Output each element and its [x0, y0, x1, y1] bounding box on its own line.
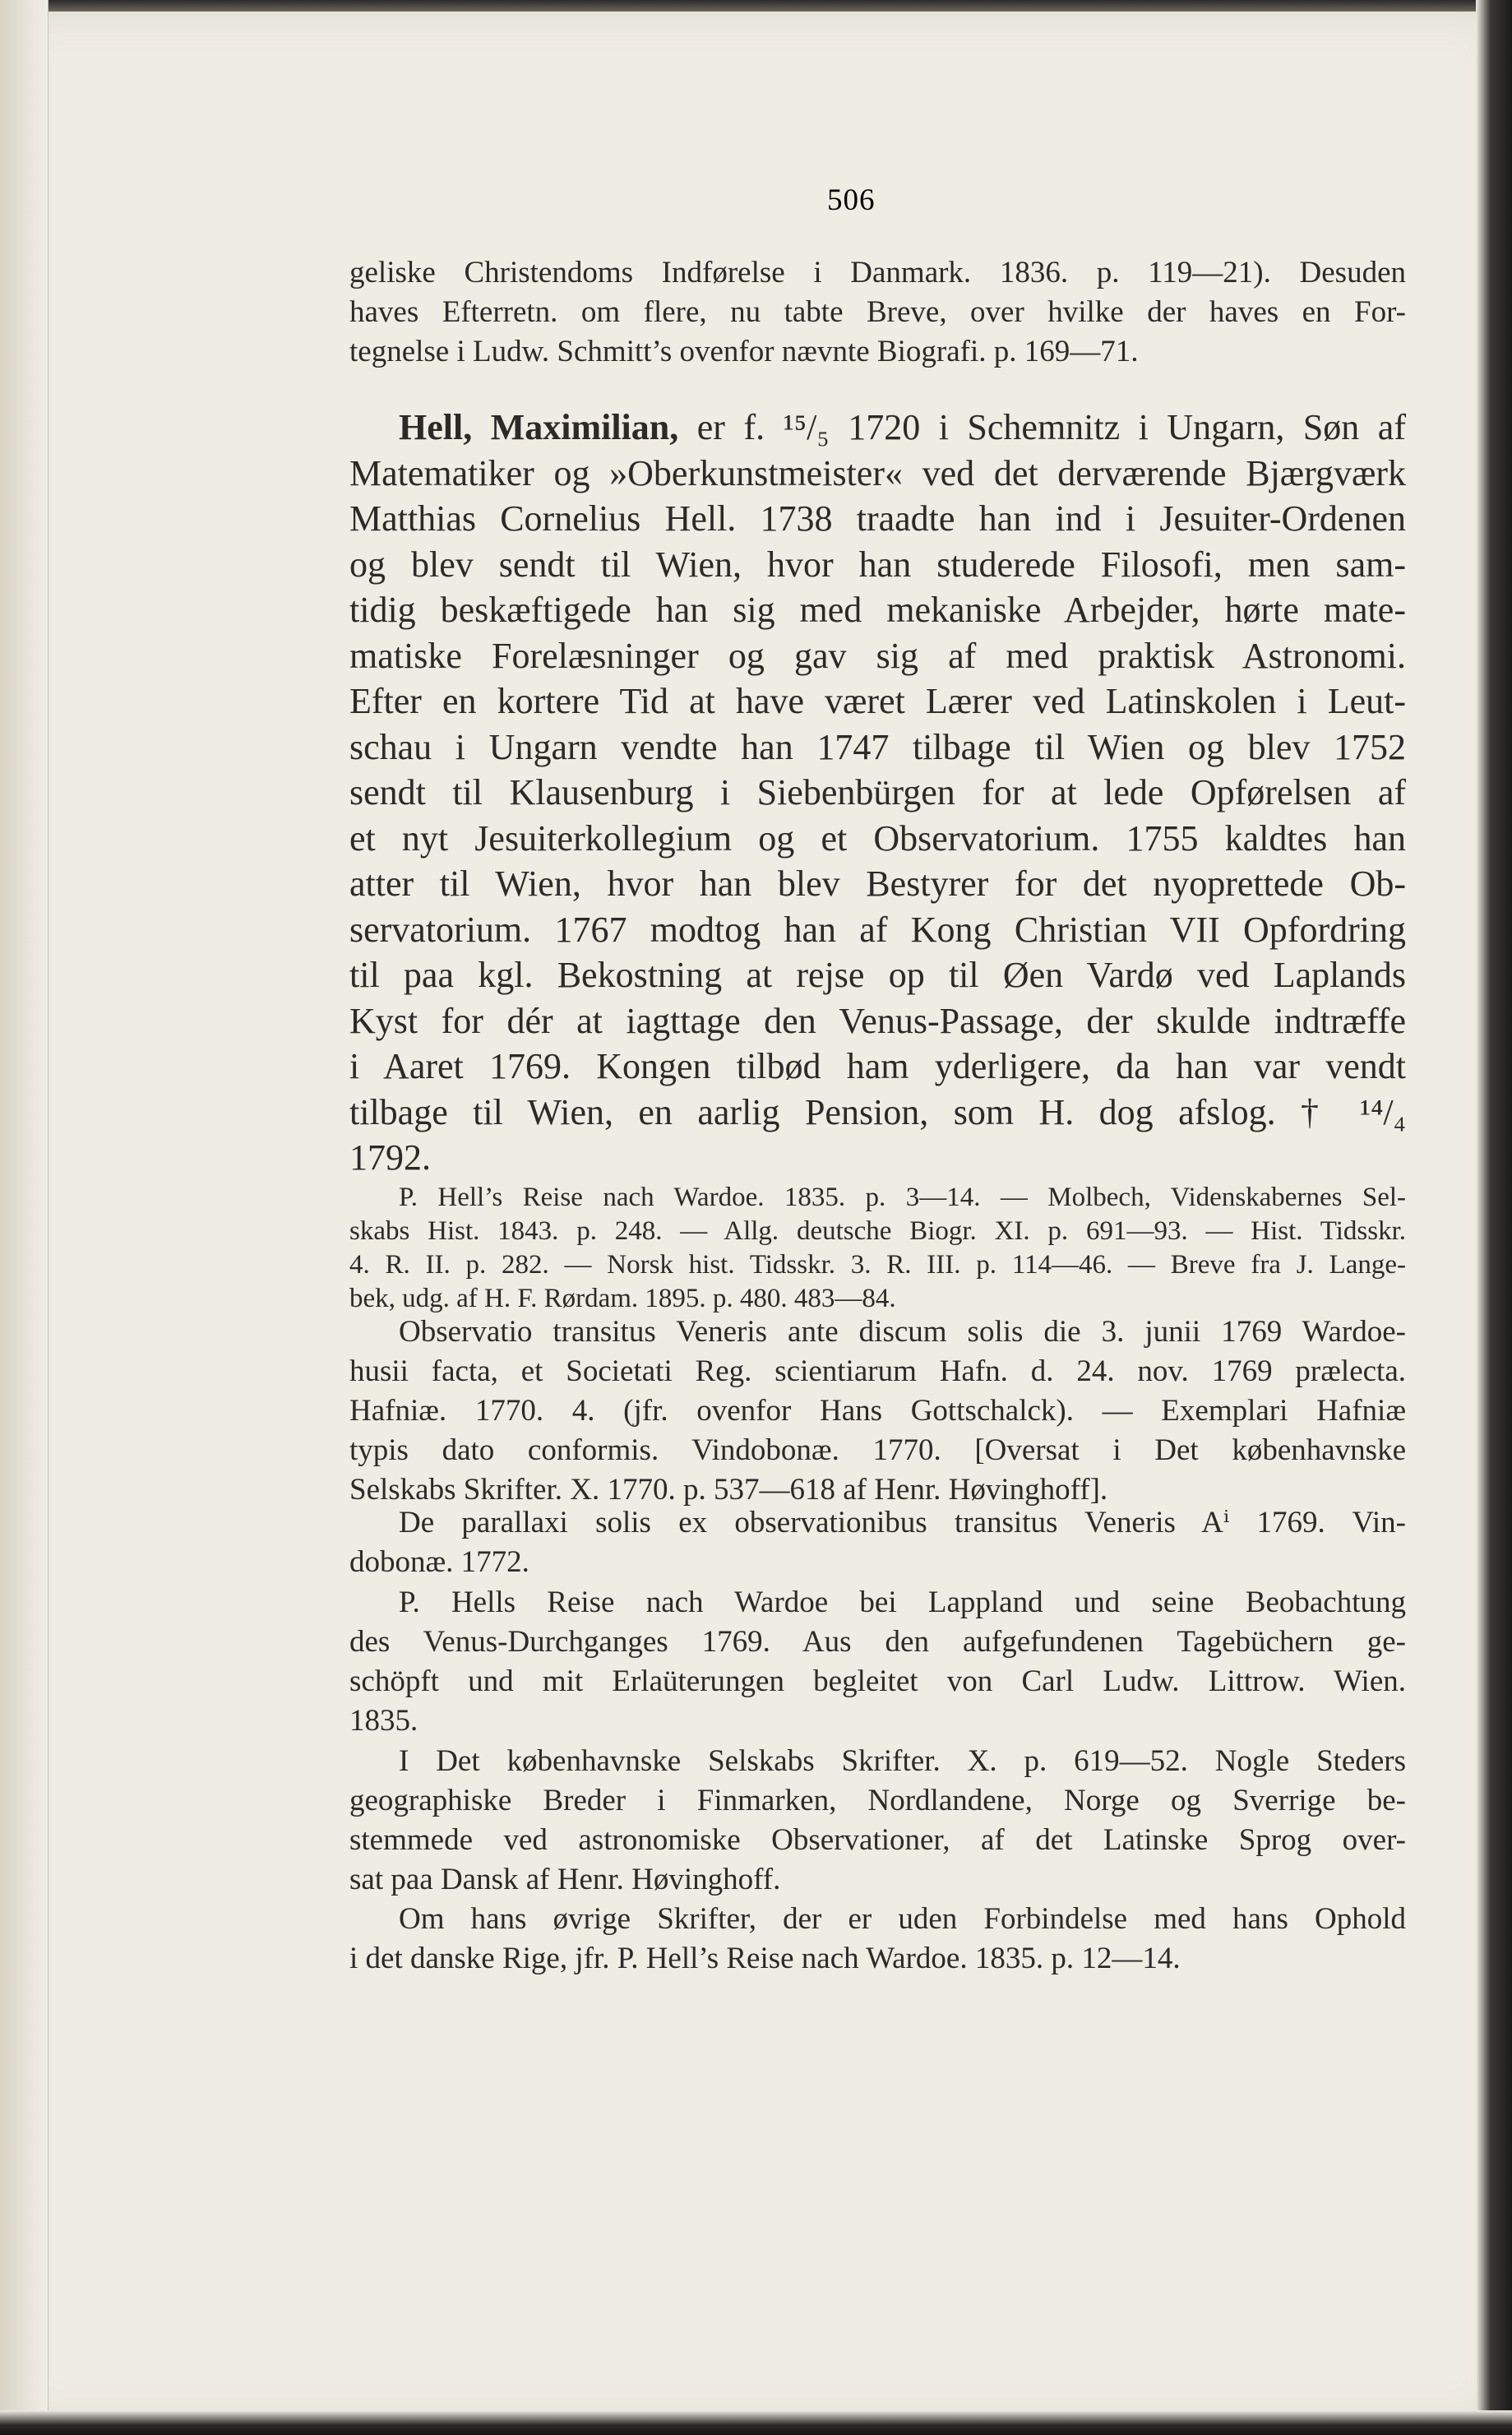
- entry-line: til paa kgl. Bekostning at rejse op til Øen Vardø ved Laplands: [349, 955, 1406, 995]
- work-line: Observatio transitus Veneris ante discum solis die 3. junii 1769 Wardoe-: [399, 1315, 1406, 1349]
- sources-line: skabs Hist. 1843. p. 248. — Allg. deutsche Biogr. XI. p. 691—93. — Hist. Tidsskr.: [349, 1216, 1406, 1246]
- work-line: sat paa Dansk af Henr. Høvinghoff.: [349, 1863, 781, 1896]
- entry-first-line: [349, 405, 1406, 451]
- page-bottom-edge: [0, 2410, 1512, 2435]
- work-entry: [349, 1900, 1406, 1979]
- work-entry: [349, 1742, 1406, 1900]
- entry-line: Matthias Cornelius Hell. 1738 traadte han ind i Jesuiter-Ordenen: [349, 498, 1406, 539]
- entry-heading: Hell, Maximilian,: [399, 407, 679, 447]
- work-entry: [349, 1503, 1406, 1582]
- work-line: De parallaxi solis ex observationibus transitus Veneris Aⁱ 1769. Vin-: [399, 1506, 1406, 1539]
- work-line: i det danske Rige, jfr. P. Hell’s Reise nach Wardoe. 1835. p. 12—14.: [349, 1942, 1181, 1975]
- work-entry: [349, 1583, 1406, 1741]
- sources-line: 4. R. II. p. 282. — Norsk hist. Tidsskr. 3. R. III. p. 114—46. — Breve fra J. Lange-: [349, 1250, 1406, 1280]
- intro-line: tegnelse i Ludw. Schmitt’s ovenfor nævnte Biografi. p. 169—71.: [349, 335, 1139, 368]
- entry-first-line-rest: er f. ¹⁵/₅ 1720 i Schemnitz i Ungarn, Søn af: [678, 407, 1406, 447]
- work-entry: [349, 1312, 1406, 1510]
- entry-line: et nyt Jesuiterkollegium og et Observatorium. 1755 kaldtes han: [349, 817, 1406, 859]
- work-line: P. Hells Reise nach Wardoe bei Lappland und seine Beobachtung: [399, 1586, 1406, 1619]
- entry-line: schau i Ungarn vendte han 1747 tilbage til Wien og blev 1752: [349, 726, 1406, 767]
- page-top-edge: [0, 0, 1512, 12]
- entry-line: tilbage til Wien, en aarlig Pension, som H. dog afslog. † ¹⁴/₄: [349, 1091, 1406, 1132]
- sources-line: P. Hell’s Reise nach Wardoe. 1835. p. 3—14. — Molbech, Videnskabernes Sel-: [399, 1183, 1406, 1212]
- work-line: des Venus-Durchganges 1769. Aus den aufgefundenen Tagebüchern ge-: [349, 1625, 1406, 1659]
- work-line: Om hans øvrige Skrifter, der er uden Forbindelse med hans Ophold: [399, 1902, 1406, 1936]
- intro-line: geliske Christendoms Indførelse i Danmark. 1836. p. 119—21). Desuden: [349, 256, 1406, 289]
- work-line: I Det københavnske Selskabs Skrifter. X. p. 619—52. Nogle Steders: [399, 1744, 1406, 1778]
- entry-line: 1792.: [349, 1137, 431, 1178]
- work-line: 1835.: [349, 1704, 418, 1738]
- entry-line: Matematiker og »Oberkunstmeister« ved det derværende Bjærgværk: [349, 452, 1406, 493]
- entry-line: servatorium. 1767 modtog han af Kong Christian VII Opfordring: [349, 909, 1406, 950]
- intro-line: haves Efterretn. om flere, nu tabte Breve, over hvilke der haves en For-: [349, 295, 1406, 329]
- work-line: dobonæ. 1772.: [349, 1545, 529, 1579]
- entry-line: Kyst for dér at iagttage den Venus-Passage, der skulde indtræffe: [349, 1000, 1406, 1041]
- work-line: stemmede ved astronomiske Observationer, af det Latinske Sprog over-: [349, 1823, 1406, 1857]
- biography-entry: [349, 405, 1406, 1181]
- entry-line: matiske Forelæsninger og gav sig af med praktisk Astronomi.: [349, 635, 1406, 676]
- entry-line: atter til Wien, hvor han blev Bestyrer for det nyoprettede Ob-: [349, 863, 1406, 904]
- intro-paragraph: [349, 253, 1406, 372]
- work-line: Hafniæ. 1770. 4. (jfr. ovenfor Hans Gottschalck). — Exemplari Hafniæ: [349, 1394, 1406, 1428]
- page-number: 506: [827, 183, 876, 217]
- work-line: Selskabs Skrifter. X. 1770. p. 537—618 af Henr. Høvinghoff].: [349, 1473, 1108, 1507]
- work-line: schöpft und mit Erlaüterungen begleitet von Carl Ludw. Littrow. Wien.: [349, 1664, 1406, 1698]
- page-gutter: [0, 0, 49, 2435]
- entry-line: Efter en kortere Tid at have været Lærer ved Latinskolen i Leut-: [349, 681, 1406, 721]
- entry-line: i Aaret 1769. Kongen tilbød ham yderligere, da han var vendt: [349, 1046, 1406, 1086]
- work-line: typis dato conformis. Vindobonæ. 1770. [Oversat i Det københavnske: [349, 1433, 1406, 1467]
- page-right-edge: [1476, 0, 1512, 2435]
- sources-line: bek, udg. af H. F. Rørdam. 1895. p. 480. 483—84.: [349, 1284, 896, 1313]
- entry-line: sendt til Klausenburg i Siebenbürgen for at lede Opførelsen af: [349, 772, 1406, 812]
- sources-paragraph: [349, 1181, 1406, 1316]
- work-line: husii facta, et Societati Reg. scientiarum Hafn. d. 24. nov. 1769 prælecta.: [349, 1354, 1406, 1388]
- entry-line: tidig beskæftigede han sig med mekaniske Arbejder, hørte mate-: [349, 590, 1406, 630]
- entry-line: og blev sendt til Wien, hvor han studerede Filosofi, men sam-: [349, 544, 1406, 585]
- work-line: geographiske Breder i Finmarken, Nordlandene, Norge og Sverrige be-: [349, 1784, 1406, 1817]
